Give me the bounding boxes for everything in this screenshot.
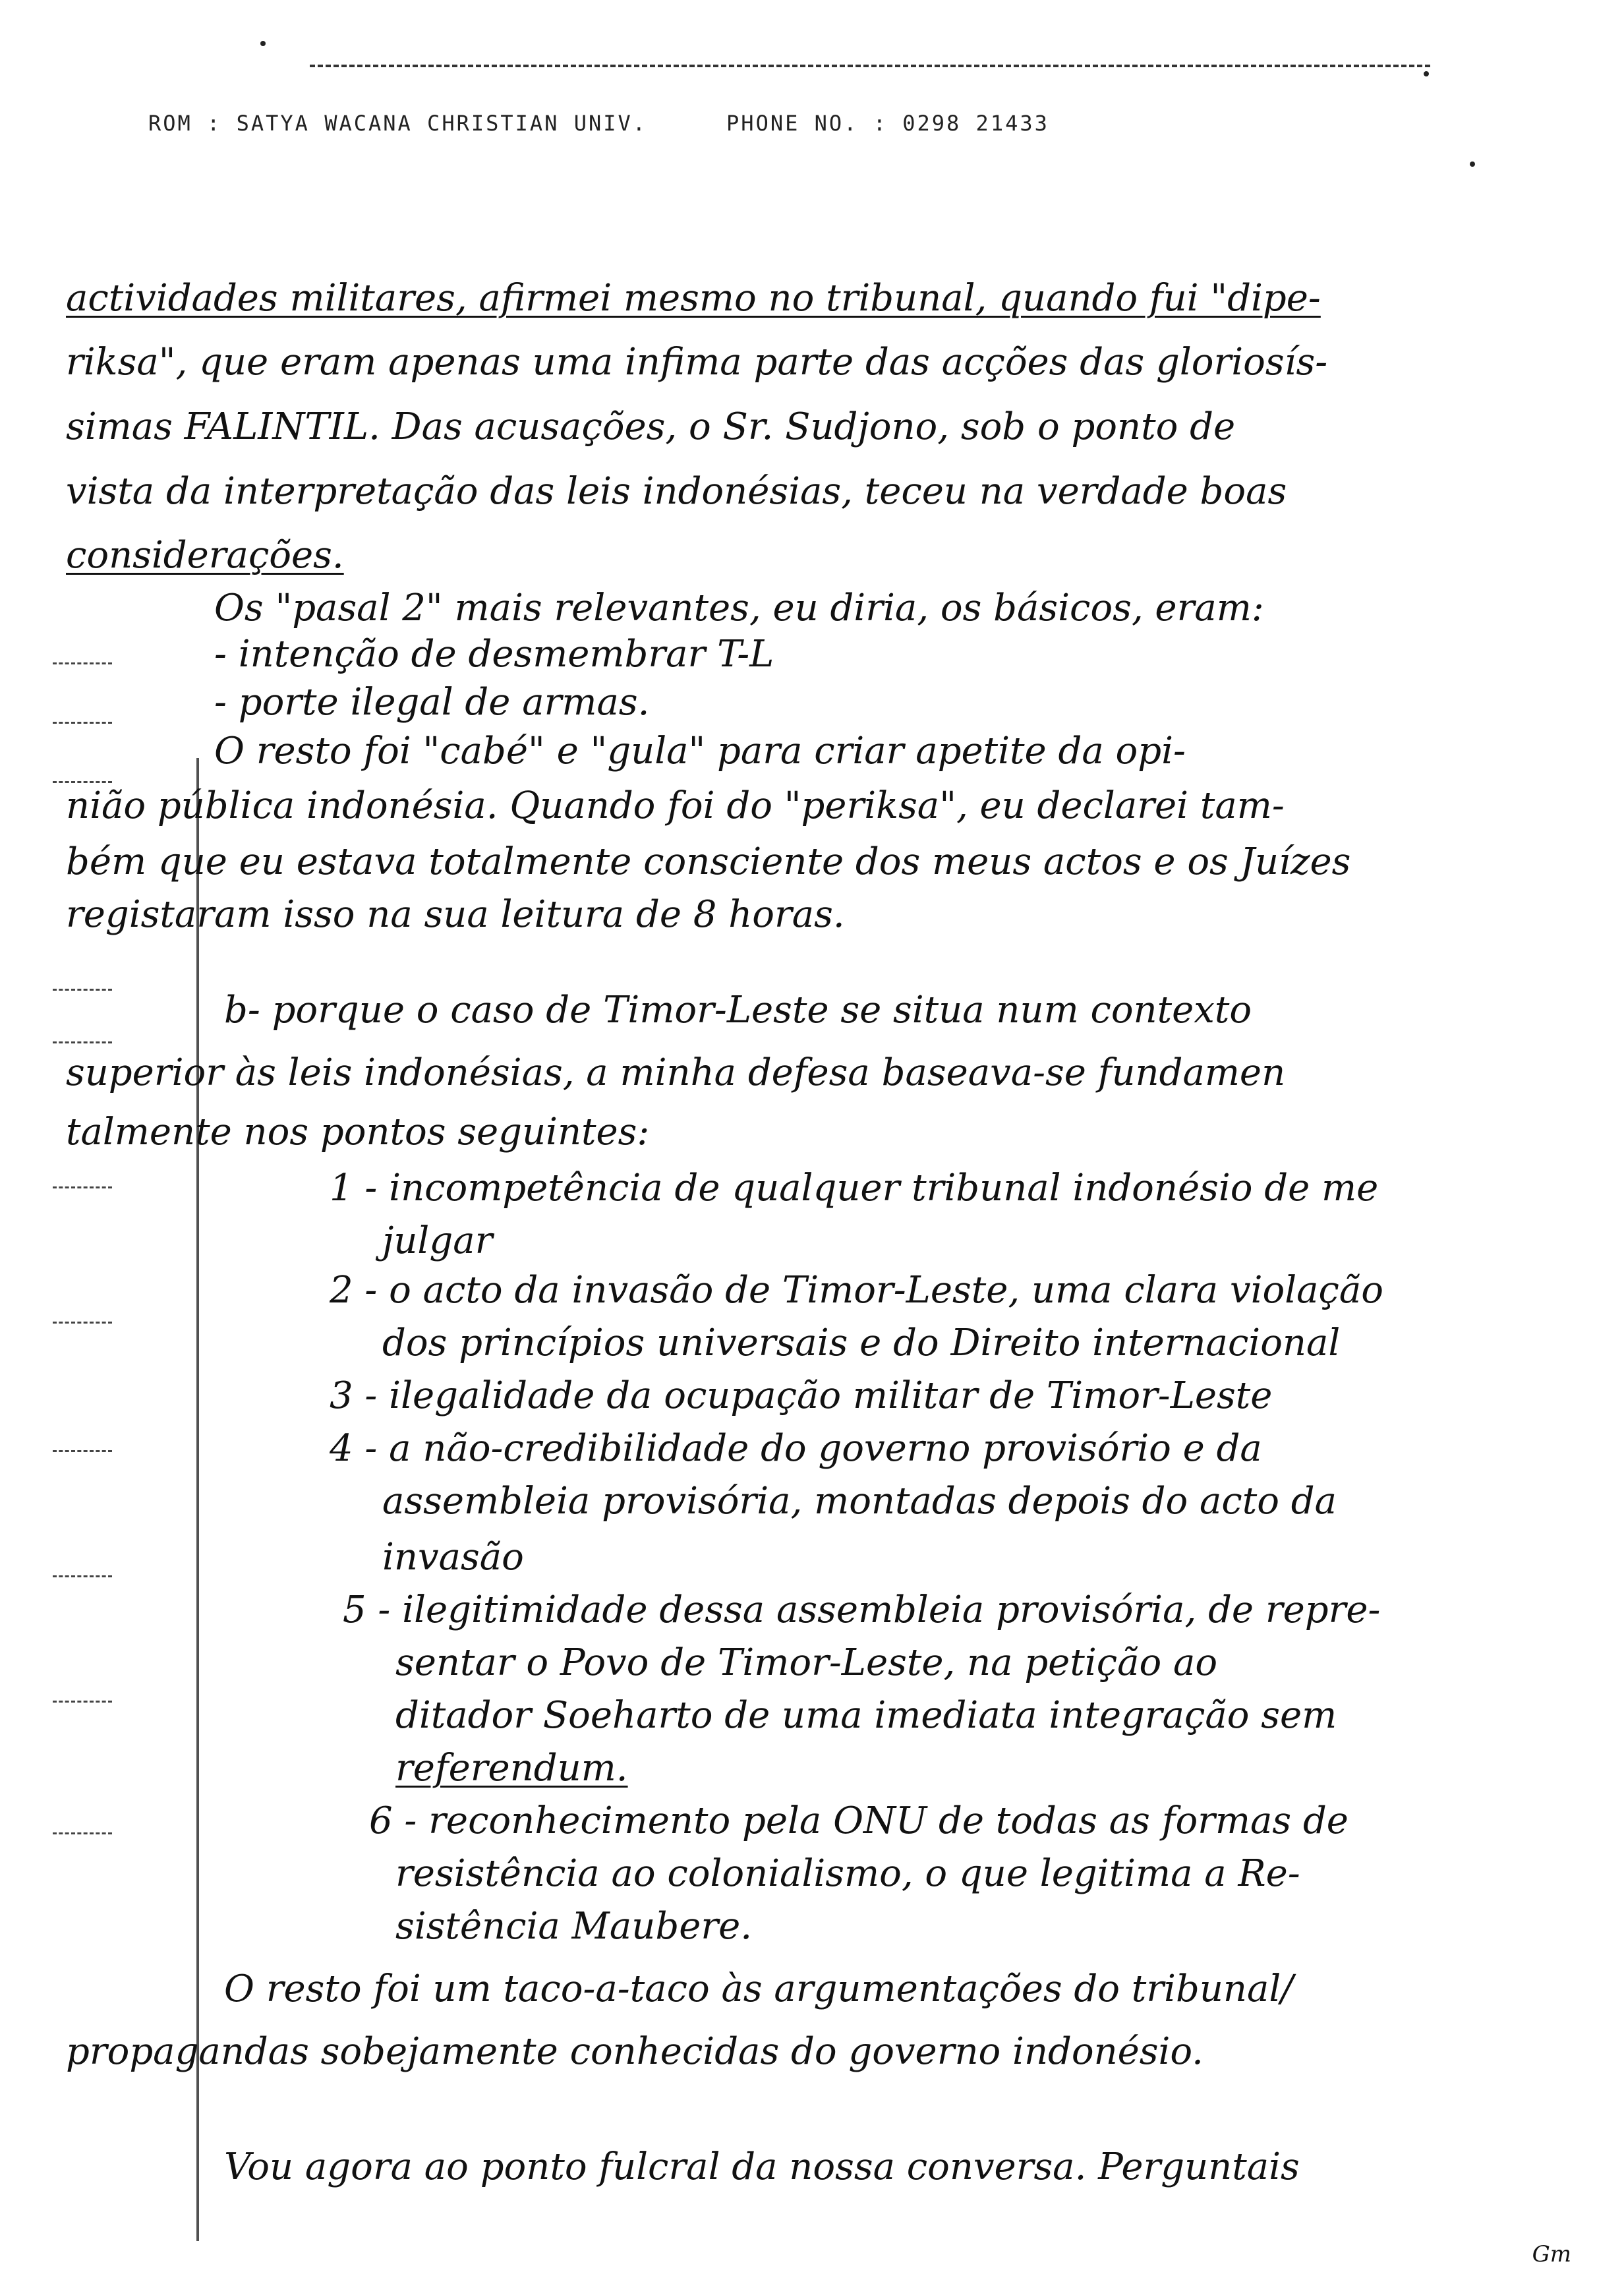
handwritten-line: registaram isso na sua leitura de 8 horas. xyxy=(66,893,845,936)
scan-speck xyxy=(1470,161,1475,167)
handwritten-line: Os "pasal 2" mais relevantes, eu diria, os básicos, eram: xyxy=(214,587,1264,629)
handwritten-line: julgar xyxy=(382,1219,493,1262)
margin-tick xyxy=(53,781,112,783)
handwritten-line: - intenção de desmembrar T-L xyxy=(214,633,774,676)
margin-tick xyxy=(53,1041,112,1043)
handwritten-line: assembleia provisória, montadas depois do acto da xyxy=(382,1480,1337,1523)
handwritten-line: propagandas sobejamente conhecidas do governo indonésio. xyxy=(66,2030,1204,2073)
margin-tick xyxy=(53,1701,112,1703)
handwritten-line: 6 - reconhecimento pela ONU de todas as formas de xyxy=(369,1799,1348,1842)
fax-header xyxy=(148,111,1128,136)
handwritten-line: invasão xyxy=(382,1536,524,1579)
handwritten-line: bém que eu estava totalmente consciente dos meus actos e os Juízes xyxy=(66,840,1351,883)
handwritten-line: talmente nos pontos seguintes: xyxy=(66,1111,650,1154)
handwritten-line: O resto foi "cabé" e "gula" para criar apetite da opi- xyxy=(214,730,1186,773)
handwritten-line: nião pública indonésia. Quando foi do "periksa", eu declarei tam- xyxy=(66,784,1285,827)
handwritten-line: sistência Maubere. xyxy=(395,1905,753,1948)
handwritten-line: resistência ao colonialismo, o que legitima a Re- xyxy=(395,1852,1300,1895)
handwritten-line: simas FALINTIL. Das acusações, o Sr. Sudjono, sob o ponto de xyxy=(66,405,1236,448)
handwritten-line: O resto foi um taco-a-taco às argumentações do tribunal/ xyxy=(224,1968,1294,2010)
margin-tick xyxy=(53,662,112,664)
handwritten-line: actividades militares, afirmei mesmo no tribunal, quando fui "dipe- xyxy=(66,277,1321,320)
corner-initials: Gm xyxy=(1532,2241,1571,2267)
handwritten-line: dos princípios universais e do Direito internacional xyxy=(382,1322,1341,1364)
handwritten-line: sentar o Povo de Timor-Leste, na petição ao xyxy=(395,1641,1218,1684)
handwritten-line: 1 - incompetência de qualquer tribunal indonésio de me xyxy=(330,1167,1379,1210)
margin-tick xyxy=(53,1186,112,1188)
handwritten-line: superior às leis indonésias, a minha defesa baseava-se fundamen xyxy=(66,1051,1286,1094)
handwritten-line: 5 - ilegitimidade dessa assembleia provisória, de repre- xyxy=(343,1589,1381,1631)
handwritten-line: 4 - a não-credibilidade do governo provisório e da xyxy=(330,1427,1262,1470)
margin-tick xyxy=(53,1450,112,1452)
scan-speck xyxy=(1424,71,1429,76)
fax-phone: PHONE NO. : 0298 21433 xyxy=(726,111,1049,136)
handwritten-line: vista da interpretação das leis indonésias, teceu na verdade boas xyxy=(66,470,1287,513)
margin-tick xyxy=(53,1832,112,1834)
fax-from: ROM : SATYA WACANA CHRISTIAN UNIV. xyxy=(148,111,648,136)
margin-tick xyxy=(53,722,112,724)
handwritten-line: Vou agora ao ponto fulcral da nossa conversa. Perguntais xyxy=(224,2146,1300,2188)
handwritten-line: considerações. xyxy=(66,534,344,577)
margin-tick xyxy=(53,1322,112,1324)
scan-speck xyxy=(260,41,266,46)
margin-tick xyxy=(53,989,112,991)
fax-top-rule xyxy=(310,65,1430,67)
handwritten-line: - porte ilegal de armas. xyxy=(214,681,650,724)
handwritten-line: riksa", que eram apenas uma infima parte das acções das gloriosís- xyxy=(66,341,1328,384)
handwritten-line: ditador Soeharto de uma imediata integração sem xyxy=(395,1694,1337,1737)
handwritten-line: 3 - ilegalidade da ocupação militar de Timor-Leste xyxy=(330,1374,1273,1417)
handwritten-line: b- porque o caso de Timor-Leste se situa num contexto xyxy=(224,989,1252,1032)
handwritten-line: 2 - o acto da invasão de Timor-Leste, uma clara violação xyxy=(330,1269,1383,1312)
margin-tick xyxy=(53,1575,112,1577)
handwritten-line: referendum. xyxy=(395,1747,628,1790)
margin-rule xyxy=(196,758,199,2241)
